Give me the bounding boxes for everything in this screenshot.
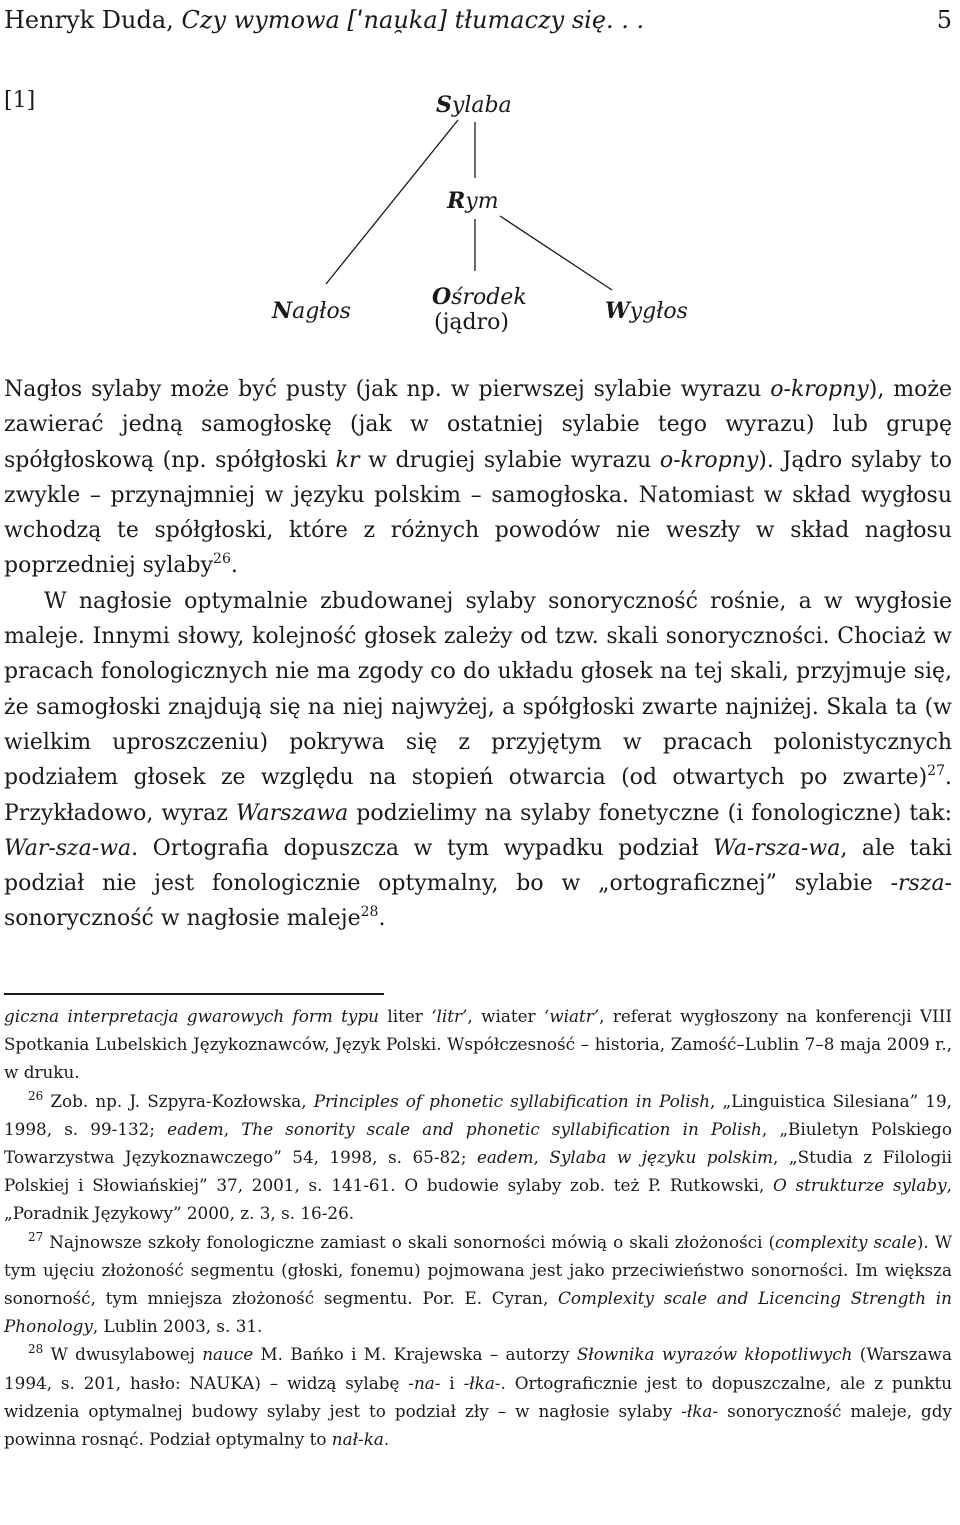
footnotes <box>4 1002 952 1453</box>
footnote-ref-26[interactable]: 26 <box>213 551 231 568</box>
syllable-tree-diagram <box>0 76 960 346</box>
header-citation <box>4 0 644 40</box>
node-onset: Nagłos <box>272 298 351 324</box>
footnote-28: $^{28}$ W dwusylabowej nauce M. Bańko i M. Krajewska – autorzy Słownika wyrazów kłopotliwych (Warszawa 1994, s. 201, hasło: NAUKA) – widzą sylabę -na- i -łka-. Ortograficznie jest to dopuszczalne, ale z punktu widzenia optymalnej budowy sylaby jest to podział zły – w nagłosie sylaby -łka- sonoryczność maleje, gdy powinna rosnąć. Podział optymalny to nał-ka. <box>4 1342 953 1450</box>
header-title: Czy wymowa [ˈnau̯ka] tłumaczy się. . . <box>181 6 645 34</box>
node-nucleus: Ośrodek <box>432 284 527 310</box>
footnote-ref-27[interactable]: 27 <box>927 763 945 780</box>
footnote-ref-28[interactable]: 28 <box>360 904 379 921</box>
footnote-continued: giczna interpretacja gwarowych form typu liter ‘litr’, wiater ‘wiatr’, referat wygłoszony na konferencji VIII Spotkania Lubelskich Językoznawców, Język Polski. Współczesność – historia, Zamość–Lublin 7–8 maja 2009 r., w druku. <box>4 1006 952 1083</box>
running-head <box>0 0 952 40</box>
edge-rhyme-coda <box>500 216 612 290</box>
node-rhyme: Rym <box>447 188 499 214</box>
paragraph-2: W nagłosie optymalnie zbudowanej sylaby sonoryczność rośnie, a w wygłosie maleje. Innymi słowy, kolejność głosek zależy od tzw. skali sonoryczności. Chociaż w pracach fonologicznych nie ma zgody co do układu głosek na tej skali, przyjmuje się, że samogłoski znajdują się na niej najwyżej, a spółgłoski zwarte najniżej. Skala ta (w wielkim uproszczeniu) pokrywa się z przyjętym w pracach polonistycznych podziałem głosek ze względu na stopień otwarcia (od otwartych po zwarte)$^{27}$. Przykładowo, wyraz Warszawa podzielimy na sylaby fonetyczne (i fonologiczne) tak: War-sza-wa. Ortografia dopuszcza w tym wypadku podział Wa-rsza-wa, ale taki podział nie jest fonologicznie optymalny, bo w „ortograficznej” sylabie -rsza- sonoryczność w nagłosie maleje$^{28}$. <box>4 588 952 932</box>
node-syllable: Sylaba <box>436 92 512 118</box>
example-number: [1] <box>4 88 36 113</box>
page-number: 5 <box>936 6 952 34</box>
node-coda: Wygłos <box>605 298 688 324</box>
footnote-26: $^{26}$ Zob. np. J. Szpyra-Kozłowska, Principles of phonetic syllabification in Polish, „Linguistica Silesiana” 19, 1998, s. 99-132; eadem, The sonority scale and phonetic syllabification in Polish, „Biuletyn Polskiego Towarzystwa Językoznawczego” 54, 1998, s. 65-82; eadem, Sylaba w języku polskim, „Studia z Filologii Polskiej i Słowiańskiej” 37, 2001, s. 141-61. O budowie sylaby zob. też P. Rutkowski, O strukturze sylaby, „Poradnik Językowy” 2000, z. 3, s. 16-26. <box>4 1088 953 1224</box>
body-text <box>4 372 952 937</box>
edge-syllable-onset <box>326 120 458 284</box>
node-nucleus-gloss: (jądro) <box>434 310 509 335</box>
header-author: Henryk Duda, <box>4 6 174 34</box>
paragraph-1: Nagłos sylaby może być pusty (jak np. w pierwszej sylabie wyrazu o-kropny), może zawierać jedną samogłoskę (jak w ostatniej sylabie tego wyrazu) lub grupę spółgłoskową (np. spółgłoski kr w drugiej sylabie wyrazu o-kropny). Jądro sylaby to zwykle – przynajmniej w języku polskim – samogłoska. Natomiast w skład wygłosu wchodzą te spółgłoski, które z różnych powodów nie weszły w skład nagłosu poprzedniej sylaby$^{26}$. <box>4 377 953 579</box>
footnote-rule <box>4 993 384 995</box>
footnote-27: $^{27}$ Najnowsze szkoły fonologiczne zamiast o skali sonorności mówią o skali złożoności (complexity scale). W tym ujęciu złożoność segmentu (głoski, fonemu) pojmowana jest jako przeciwieństwo sonorności. Im większa sonorność, tym mniejsza złożoność segmentu. Por. E. Cyran, Complexity scale and Licencing Strength in Phonology, Lublin 2003, s. 31. <box>4 1229 953 1337</box>
